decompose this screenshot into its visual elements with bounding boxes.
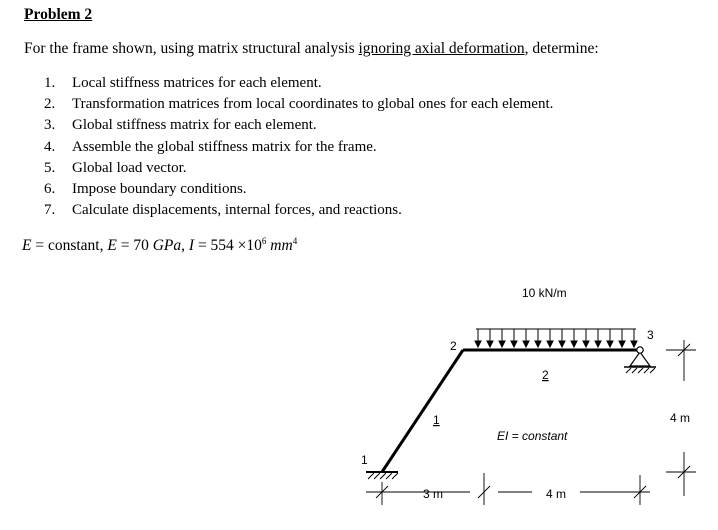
- e-constant-text: = constant,: [31, 237, 108, 254]
- fixed-support-icon: [366, 472, 398, 479]
- ei-label: EI = constant: [497, 429, 568, 443]
- i-unit-exponent: 4: [292, 236, 298, 246]
- e-unit: GPa: [152, 237, 182, 254]
- task-number: 5.: [44, 159, 56, 176]
- task-text: Global load vector.: [72, 159, 187, 176]
- distributed-load: [475, 329, 637, 347]
- e-symbol-2: E: [107, 237, 117, 254]
- element-1-member: [382, 350, 463, 472]
- task-text: Assemble the global stiffness matrix for the frame.: [72, 138, 377, 155]
- i-symbol: I: [188, 237, 195, 254]
- task-number: 4.: [44, 138, 56, 155]
- node-1-label: 1: [361, 453, 368, 467]
- horizontal-dimension: [366, 473, 650, 505]
- i-exponent: 6: [261, 236, 267, 246]
- element-2-label: 2: [542, 368, 549, 382]
- intro-underlined-text: ignoring axial deformation: [358, 40, 525, 57]
- task-text: Calculate displacements, internal forces, and reactions.: [72, 202, 402, 219]
- intro-text: For the frame shown, using matrix structural analysis: [24, 40, 359, 57]
- dim-4m-vertical-label: 4 m: [670, 411, 691, 425]
- task-text: Transformation matrices from local coordinates to global ones for each element.: [72, 96, 554, 113]
- e-value: = 70: [116, 237, 153, 254]
- dim-3m-label: 3 m: [423, 487, 444, 501]
- separator: ,: [181, 237, 189, 254]
- task-number: 6.: [44, 181, 56, 198]
- i-value: = 554 ×10: [194, 237, 262, 254]
- load-label: 10 kN/m: [522, 286, 567, 300]
- intro-text-end: , determine:: [524, 40, 599, 57]
- task-text: Local stiffness matrices for each element.: [72, 75, 322, 91]
- e-symbol: E: [22, 237, 32, 254]
- node-2-label: 2: [450, 339, 457, 353]
- dim-4m-horizontal-label: 4 m: [546, 487, 567, 501]
- task-number: 2.: [44, 96, 56, 113]
- task-text: Global stiffness matrix for each element.: [72, 117, 317, 134]
- task-number: 7.: [44, 202, 56, 219]
- task-text: Impose boundary conditions.: [72, 181, 247, 198]
- i-unit: mm: [270, 237, 293, 254]
- task-number: 1.: [44, 75, 56, 91]
- element-1-label: 1: [433, 413, 440, 427]
- node-3-label: 3: [647, 328, 654, 342]
- problem-title: Problem 2: [24, 6, 93, 23]
- task-number: 3.: [44, 117, 56, 134]
